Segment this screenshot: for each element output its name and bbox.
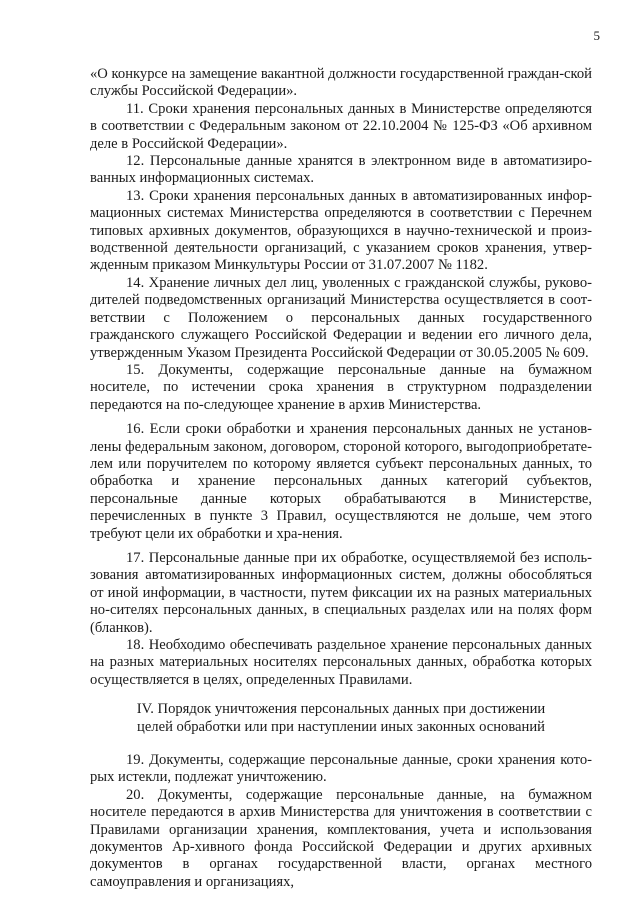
- paragraph-18: 18. Необходимо обеспечивать раздельное хранение персональных данных на разных материальных носителях персональных данных, обработка которых осуществляется в целях, определенных Правилами.: [90, 637, 592, 688]
- paragraph-12: 12. Персональные данные хранятся в электронном виде в автоматизиро-ванных информационных системах.: [90, 153, 592, 187]
- section-heading-line-2: целей обработки или при наступлении иных законных оснований: [137, 718, 545, 735]
- paragraph-14: 14. Хранение личных дел лиц, уволенных с гражданской службы, руково-дителей подведомственных организаций Министерства осуществляется в соот-ветствии с Положением о персональных данных государственного гражданского служащего Российской Федерации и ведении его личного дела, утвержденным Указом Президента Российской Федерации от 30.05.2005 № 609.: [90, 274, 592, 361]
- section-heading-line-1: IV. Порядок уничтожения персональных данных при достижении: [136, 701, 546, 718]
- paragraph-17: 17. Персональные данные при их обработке, осуществляемой без исполь-зования автоматизированных информационных систем, должны обособляться от иной информации, в частности, путем фиксации их на разных материальных но-сителях персональных данных, в специальных разделах или на полях форм (бланков).: [90, 549, 592, 636]
- paragraph-continuation: «О конкурсе на замещение вакантной должности государственной граждан-ской службы Российской Федерации».: [90, 66, 592, 100]
- section-heading: [90, 701, 592, 736]
- page-number: 5: [593, 28, 600, 43]
- paragraph-16: 16. Если сроки обработки и хранения персональных данных не установ-лены федеральным законом, договором, стороной которого, выгодоприобретате-лем или поручителем по которому является субъект персональных данных, то обработка и хранение персональных данных категорий субъектов, персональные данные которых обрабатываются в Министерстве, перечисленных в пункте 3 Правил, осуществляются не дольше, чем этого требуют цели их обработки и хра-нения.: [90, 421, 592, 542]
- paragraph-13: 13. Сроки хранения персональных данных в автоматизированных инфор-мационных системах Министерства определяются в соответствии с Перечнем типовых архивных документов, образующихся в научно-технической и произ-водственной деятельности организаций, с указанием сроков хранения, утвер-жденным приказом Минкультуры России от 31.07.2007 № 1182.: [90, 187, 592, 274]
- paragraph-15: 15. Документы, содержащие персональные данные на бумажном носителе, по истечении срока хранения в структурном подразделении передаются на по-следующее хранение в архив Министерства.: [90, 361, 592, 413]
- paragraph-11: 11. Сроки хранения персональных данных в Министерстве определяются в соответствии с Федеральным законом от 22.10.2004 № 125-ФЗ «Об архивном деле в Российской Федерации».: [90, 100, 592, 152]
- document-body: [90, 66, 592, 891]
- paragraph-19: 19. Документы, содержащие персональные данные, сроки хранения кото-рых истекли, подлежат уничтожению.: [90, 752, 592, 786]
- paragraph-20: 20. Документы, содержащие персональные данные, на бумажном носителе передаются в архив Министерства для уничтожения в соответствии с Правилами организации хранения, комплектования, учета и использования документов Ар-хивного фонда Российской Федерации и других архивных документов в органах государственной власти, органах местного самоуправления и организациях,: [90, 786, 592, 890]
